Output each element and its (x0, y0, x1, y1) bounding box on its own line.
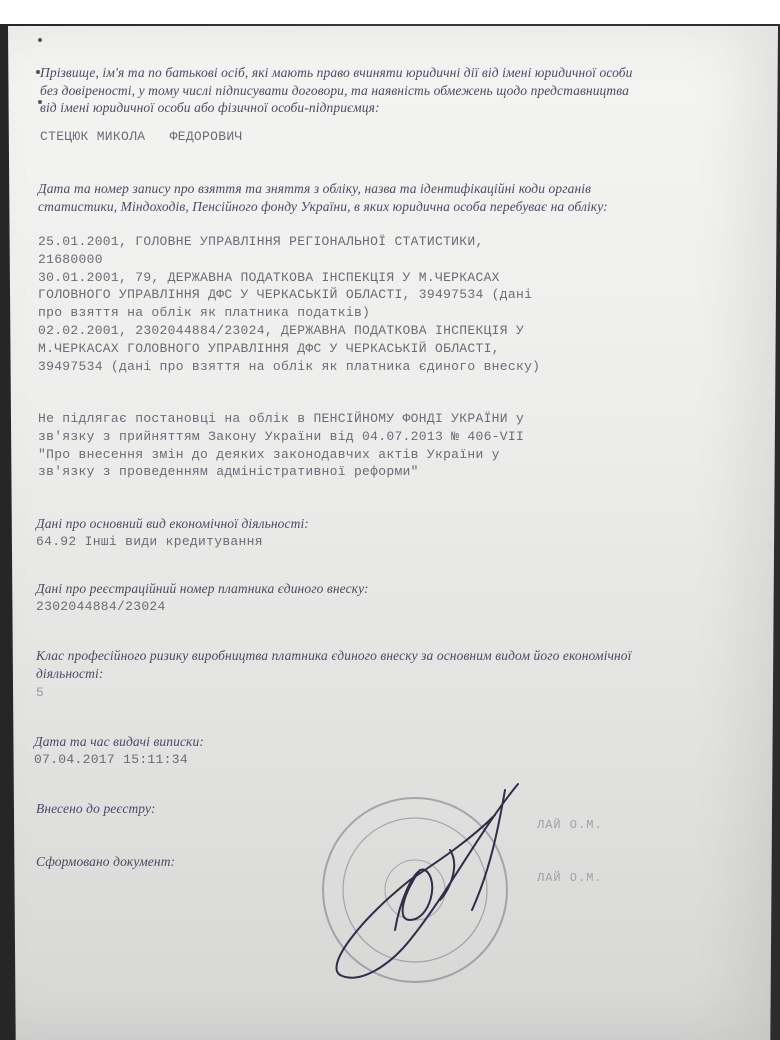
official-stamp-and-signature (300, 770, 560, 1000)
pension-note: Не підлягає постановці на облік в ПЕНСІЙНОМУ ФОНДІ УКРАЇНИ у зв'язку з прийняттям Закону України від 04.07.2013 № 406-VII "Про внесення змін до деяких законодавчих актів України у зв'язку з проведенням адміністративної реформи" (38, 411, 525, 480)
registered-signer: ЛАЙ О.М. (537, 818, 603, 832)
risk-class-header: Клас професійного ризику виробництва платника єдиного внеску за основним видом його економічної діяльності: (36, 648, 632, 681)
registrations-header: Дата та номер запису про взяття та зняття з обліку, назва та ідентифікаційні коди органів статистики, Міндоходів, Пенсійного фонду України, в яких юридична особа перебуває на обліку: (38, 181, 608, 214)
main-activity-value: 64.92 Інші види кредитування (36, 534, 263, 549)
risk-class-value: 5 (36, 685, 45, 700)
issue-datetime-header: Дата та час видачі виписки: (34, 734, 204, 749)
authorized-persons-header: Прізвище, ім'я та по батькові осіб, які мають право вчиняти юридичні дії від імені юридичної особи без довіреності, у тому числі підписувати договори, та наявність обмежень щодо представництва від імені юридичної особи або фізичної особи-підприємця: (40, 65, 633, 115)
registrations-value: 25.01.2001, ГОЛОВНЕ УПРАВЛІННЯ РЕГІОНАЛЬНОЇ СТАТИСТИКИ, 21680000 30.01.2001, 79, ДЕРЖАВНА ПОДАТКОВА ІНСПЕКЦІЯ У М.ЧЕРКАСАХ ГОЛОВНОГО УПРАВЛІННЯ ДФС У ЧЕРКАСЬКІЙ ОБЛАСТІ, 39497534 (дані про взяття на облік як платника податків) 02.02.2001, 2302044884/23024, ДЕРЖАВНА ПОДАТКОВА ІНСПЕКЦІЯ У М.ЧЕРКАСАХ ГОЛОВНОГО УПРАВЛІННЯ ДФС У ЧЕРКАСЬКІЙ ОБЛАСТІ, 39497534 (дані про взяття на облік як платника єдиного внеску) (38, 234, 541, 374)
single-contribution-value: 2302044884/23024 (36, 599, 166, 614)
formed-signer: ЛАЙ О.М. (537, 871, 603, 885)
single-contribution-header: Дані про реєстраційний номер платника єдиного внеску: (36, 581, 369, 596)
registered-header: Внесено до реєстру: (36, 801, 156, 816)
main-activity-header: Дані про основний вид економічної діяльності: (36, 516, 309, 531)
authorized-persons-value: СТЕЦЮК МИКОЛА ФЕДОРОВИЧ (40, 129, 243, 144)
formed-header: Сформовано документ: (36, 854, 176, 869)
issue-datetime-value: 07.04.2017 15:11:34 (34, 752, 188, 767)
hole-punch-mark (38, 38, 42, 42)
